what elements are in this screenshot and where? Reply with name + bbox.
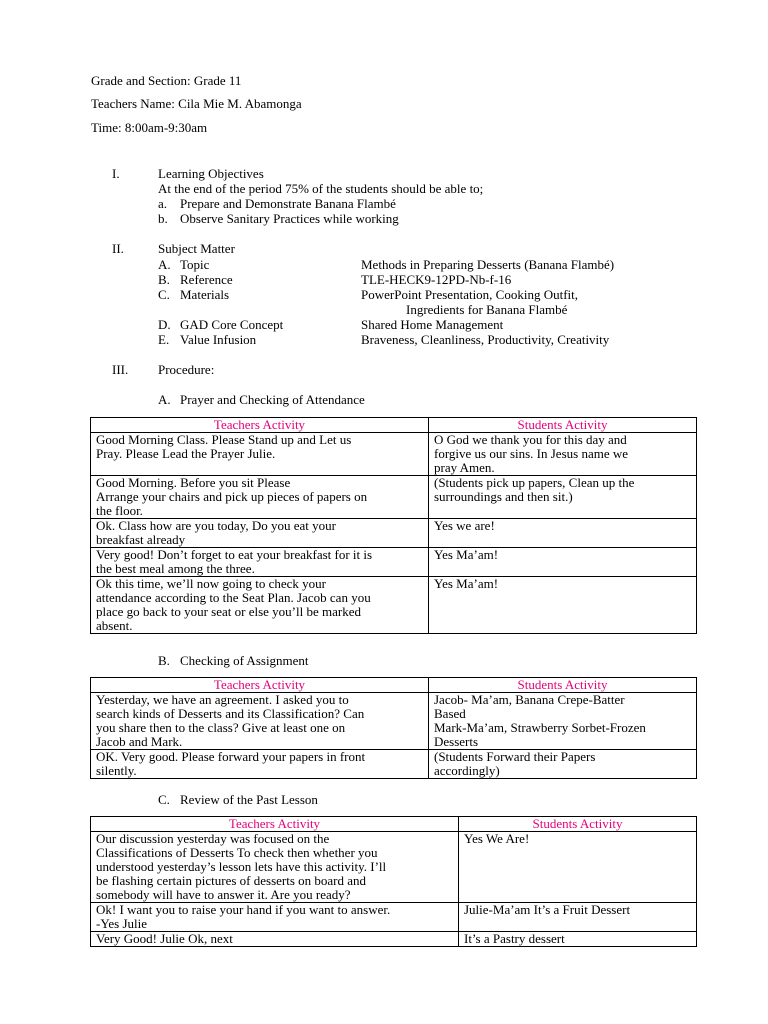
- cell-line: be flashing certain pictures of desserts on board and: [96, 873, 367, 888]
- student-activity-cell: [459, 932, 697, 947]
- teachers-activity-header: Teachers Activity: [91, 817, 459, 832]
- cell-line: OK. Very good. Please forward your papers in front: [96, 749, 366, 764]
- objective-item: Observe Sanitary Practices while working: [180, 211, 399, 226]
- class-time: Time: 8:00am-9:30am: [91, 120, 208, 135]
- attendance-table: [90, 417, 697, 634]
- cell-line: Our discussion yesterday was focused on the: [96, 831, 330, 846]
- cell-line: Julie-Ma’am It’s a Fruit Dessert: [464, 902, 631, 917]
- teacher-activity-cell: [91, 693, 429, 750]
- subject-value: TLE-HECK9-12PD-Nb-f-16: [361, 272, 512, 287]
- part-a-title: Prayer and Checking of Attendance: [180, 392, 365, 407]
- objective-letter: b.: [158, 211, 168, 226]
- cell-line: understood yesterday’s lesson lets have this activity. I’ll: [96, 859, 387, 874]
- activity-row: [91, 433, 697, 476]
- objective-item: Prepare and Demonstrate Banana Flambé: [180, 196, 396, 211]
- cell-line: Based: [434, 706, 466, 721]
- cell-line: Yesterday, we have an agreement. I asked you to: [96, 692, 349, 707]
- cell-line: somebody will have to answer it. Are you ready?: [96, 887, 351, 902]
- activity-row: [91, 693, 697, 750]
- cell-line: (Students pick up papers, Clean up the: [434, 475, 635, 490]
- teacher-activity-cell: [91, 750, 429, 779]
- activity-row: [91, 750, 697, 779]
- cell-line: search kinds of Desserts and its Classification? Can: [96, 706, 365, 721]
- section-1-title: Learning Objectives: [158, 166, 264, 181]
- subject-value-continued: Ingredients for Banana Flambé: [406, 302, 568, 317]
- cell-line: Good Morning Class. Please Stand up and Let us: [96, 432, 352, 447]
- part-b-letter: B.: [158, 653, 170, 668]
- cell-line: Good Morning. Before you sit Please: [96, 475, 291, 490]
- teacher-activity-cell: [91, 832, 459, 903]
- activity-row: [91, 903, 697, 932]
- cell-line: the best meal among the three.: [96, 561, 255, 576]
- cell-line: Yes Ma’am!: [434, 576, 499, 591]
- student-activity-cell: [429, 548, 697, 577]
- cell-line: Arrange your chairs and pick up pieces of papers on: [96, 489, 368, 504]
- student-activity-cell: [459, 903, 697, 932]
- cell-line: accordingly): [434, 763, 500, 778]
- cell-line: Yes We Are!: [464, 831, 530, 846]
- activity-row: [91, 577, 697, 634]
- section-2-title: Subject Matter: [158, 241, 235, 256]
- cell-line: Very good! Don’t forget to eat your breakfast for it is: [96, 547, 373, 562]
- grade-section: Grade and Section: Grade 11: [91, 73, 242, 88]
- students-activity-header: Students Activity: [429, 678, 697, 693]
- activity-row: [91, 519, 697, 548]
- cell-line: It’s a Pastry dessert: [464, 931, 565, 946]
- teacher-activity-cell: [91, 577, 429, 634]
- cell-line: silently.: [96, 763, 137, 778]
- teacher-activity-cell: [91, 433, 429, 476]
- cell-line: absent.: [96, 618, 133, 633]
- objective-letter: a.: [158, 196, 168, 211]
- teacher-activity-cell: [91, 932, 459, 947]
- cell-line: Ok. Class how are you today, Do you eat your: [96, 518, 336, 533]
- cell-line: Classifications of Desserts To check then whether you: [96, 845, 378, 860]
- review-table: [90, 816, 697, 947]
- teacher-activity-cell: [91, 519, 429, 548]
- cell-line: Ok! I want you to raise your hand if you want to answer.: [96, 902, 391, 917]
- cell-line: attendance according to the Seat Plan. Jacob can you: [96, 590, 371, 605]
- subject-value: Shared Home Management: [361, 317, 504, 332]
- subject-label: GAD Core Concept: [180, 317, 284, 332]
- activity-row: [91, 476, 697, 519]
- subject-label: Topic: [180, 257, 210, 272]
- student-activity-cell: [459, 832, 697, 903]
- section-3-number: III.: [112, 362, 129, 377]
- students-activity-header: Students Activity: [459, 817, 697, 832]
- subject-label: Materials: [180, 287, 230, 302]
- subject-letter: C.: [158, 287, 170, 302]
- teacher-activity-cell: [91, 548, 429, 577]
- cell-line: Jacob and Mark.: [96, 734, 183, 749]
- subject-letter: B.: [158, 272, 170, 287]
- cell-line: -Yes Julie: [96, 916, 148, 931]
- teachers-activity-header: Teachers Activity: [91, 418, 429, 433]
- part-c-letter: C.: [158, 792, 170, 807]
- subject-letter: E.: [158, 332, 170, 347]
- part-a-letter: A.: [158, 392, 171, 407]
- cell-line: pray Amen.: [434, 460, 495, 475]
- cell-line: Mark-Ma’am, Strawberry Sorbet-Frozen: [434, 720, 646, 735]
- assignment-table: [90, 677, 697, 779]
- teacher-activity-cell: [91, 476, 429, 519]
- objectives-intro: At the end of the period 75% of the students should be able to;: [158, 181, 484, 196]
- cell-line: forgive us our sins. In Jesus name we: [434, 446, 629, 461]
- part-b-title: Checking of Assignment: [180, 653, 309, 668]
- teacher-activity-cell: [91, 903, 459, 932]
- activity-row: [91, 832, 697, 903]
- cell-line: surroundings and then sit.): [434, 489, 573, 504]
- subject-label: Value Infusion: [180, 332, 257, 347]
- activity-row: [91, 932, 697, 947]
- cell-line: Very Good! Julie Ok, next: [96, 931, 233, 946]
- cell-line: breakfast already: [96, 532, 186, 547]
- subject-letter: D.: [158, 317, 171, 332]
- student-activity-cell: [429, 476, 697, 519]
- cell-line: O God we thank you for this day and: [434, 432, 627, 447]
- student-activity-cell: [429, 519, 697, 548]
- part-c-title: Review of the Past Lesson: [180, 792, 318, 807]
- subject-value: Braveness, Cleanliness, Productivity, Creativity: [361, 332, 610, 347]
- activity-row: [91, 548, 697, 577]
- cell-line: Pray. Please Lead the Prayer Julie.: [96, 446, 276, 461]
- teacher-name: Teachers Name: Cila Mie M. Abamonga: [91, 96, 302, 111]
- cell-line: Yes Ma’am!: [434, 547, 499, 562]
- cell-line: Ok this time, we’ll now going to check your: [96, 576, 326, 591]
- student-activity-cell: [429, 693, 697, 750]
- cell-line: Desserts: [434, 734, 479, 749]
- student-activity-cell: [429, 750, 697, 779]
- cell-line: Yes we are!: [434, 518, 495, 533]
- subject-value: Methods in Preparing Desserts (Banana Flambé): [361, 257, 615, 272]
- students-activity-header: Students Activity: [429, 418, 697, 433]
- subject-label: Reference: [180, 272, 233, 287]
- cell-line: you share then to the class? Give at least one on: [96, 720, 346, 735]
- section-3-title: Procedure:: [158, 362, 215, 377]
- teachers-activity-header: Teachers Activity: [91, 678, 429, 693]
- student-activity-cell: [429, 577, 697, 634]
- cell-line: the floor.: [96, 503, 143, 518]
- cell-line: (Students Forward their Papers: [434, 749, 596, 764]
- cell-line: Jacob- Ma’am, Banana Crepe-Batter: [434, 692, 625, 707]
- subject-letter: A.: [158, 257, 171, 272]
- cell-line: place go back to your seat or else you’ll be marked: [96, 604, 361, 619]
- section-2-number: II.: [112, 241, 124, 256]
- subject-value: PowerPoint Presentation, Cooking Outfit,: [361, 287, 579, 302]
- section-1-number: I.: [112, 166, 120, 181]
- student-activity-cell: [429, 433, 697, 476]
